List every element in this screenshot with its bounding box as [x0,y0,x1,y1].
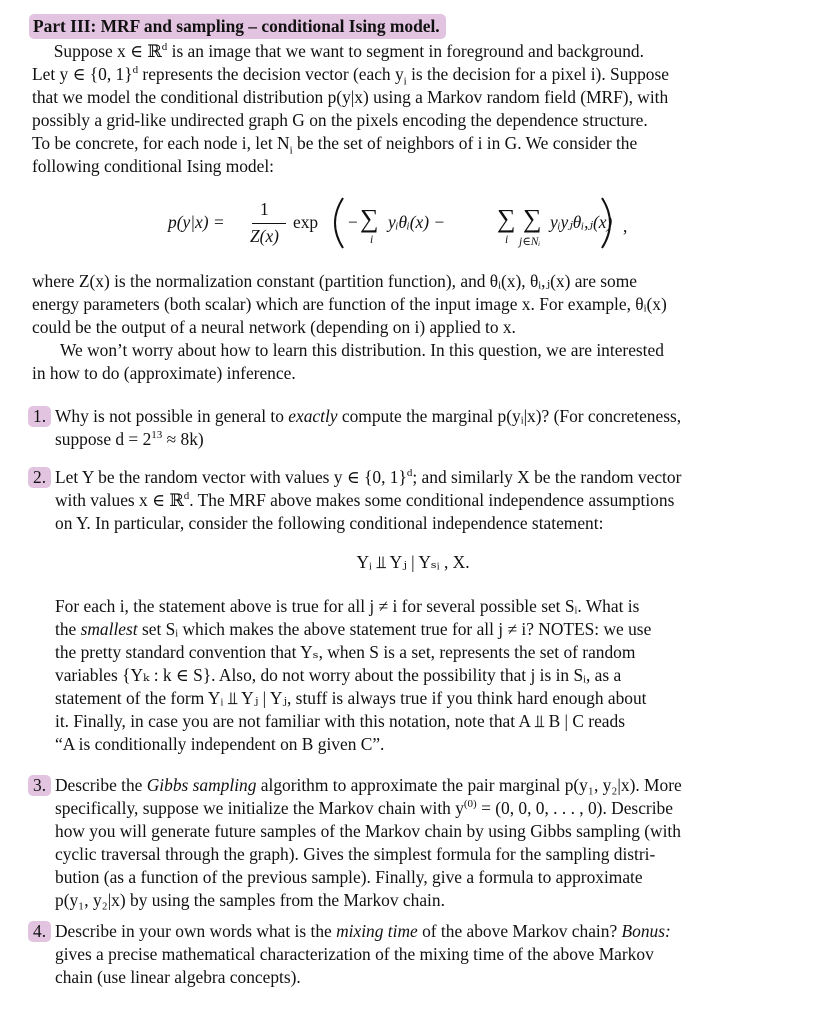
question-3-number: 3. [28,775,51,796]
sum-icon-2: ∑ [497,204,516,233]
after-eq-line-5: in how to do (approximate) inference. [32,363,296,383]
left-paren-icon [325,196,347,250]
question-2-para-line-3: the pretty standard convention that Yₛ, when S is a set, represents the set of random [55,642,636,662]
question-3-line-4: cyclic traversal through the graph). Gives the simplest formula for the sampling distri- [55,844,656,864]
question-2-para-line-6: it. Finally, in case you are not familiar with this notation, note that A ⫫ B | C reads [55,711,625,731]
ising-equation [168,190,638,260]
after-eq-line-3: could be the output of a neural network (depending on i) applied to x. [32,317,516,337]
sum-index-i-2: i [505,234,509,246]
question-2-number: 2. [28,467,51,488]
right-paren-icon [598,196,620,250]
question-2-line-1: Let Y be the random vector with values y ∈ {0, 1}$^d$; and similarly X be the random vector [55,467,682,487]
intro-line-6: following conditional Ising model: [32,156,274,176]
question-3-line-1: Describe the Gibbs sampling algorithm to approximate the pair marginal p(y₁, y₂|x). More [55,775,682,795]
question-4-line-2: gives a precise mathematical characterization of the mixing time of the above Markov [55,944,654,964]
question-4-number: 4. [28,921,51,942]
equation-minus: − [348,212,358,232]
question-1-line-1: Why is not possible in general to exactly compute the marginal p(yᵢ|x)? (For concreteness, [55,406,682,426]
sum-index-j: j∈Nᵢ [519,236,541,248]
question-3-line-3: how you will generate future samples of the Markov chain by using Gibbs sampling (with [55,821,681,841]
question-1-line-2: suppose $d = 2^{13} \approx 8k$) [55,429,204,449]
question-4-line-1: Describe in your own words what is the mixing time of the above Markov chain? Bonus: [55,921,671,941]
question-2-para-line-1: For each i, the statement above is true for all j ≠ i for several possible set Sᵢ. What is [55,596,640,616]
sum-index-i: i [370,234,374,246]
question-2-para-line-5: statement of the form Yᵢ ⫫ Yⱼ | Yⱼ, stuff is always true if you think hard enough about [55,688,647,708]
question-3-line-5: bution (as a function of the previous sample). Finally, give a formula to approximate [55,867,643,887]
equation-term-2: yᵢyⱼθᵢ,ⱼ(x) [550,212,613,232]
sum-icon-1: ∑ [360,204,379,233]
after-eq-line-4: We won’t worry about how to learn this distribution. In this question, we are interested [60,340,664,360]
question-3-line-2: specifically, suppose we initialize the Markov chain with $y^{(0)} = (0$, 0, 0, . . . , 0). Describe [55,798,673,818]
exp-label: exp [293,212,319,232]
intro-line-3: that we model the conditional distribution p(y|x) using a Markov random field (MRF), with [32,87,669,107]
question-2-line-3: on Y. In particular, consider the following conditional independence statement: [55,513,604,533]
equation-denominator: Z(x) [250,226,279,246]
equation-comma: , [623,216,628,236]
question-4-line-3: chain (use linear algebra concepts). [55,967,301,987]
intro-line-1: Suppose x ∈ ℝ$^d$ is an image that we want to segment in foreground and background. [53,41,644,61]
intro-line-5: To be concrete, for each node i, let $N_i$ be the set of neighbors of i in G. We consider the [32,133,638,157]
fraction-bar [252,223,286,224]
question-2-line-2: with values x ∈ ℝ$^d$. The MRF above makes some conditional independence assumptions [55,490,675,510]
sum-icon-3: ∑ [523,204,542,233]
question-1-number: 1. [28,406,51,427]
equation-term-1: yᵢθᵢ(x) − [388,212,446,232]
question-3-line-6: p(y₁, y₂|x) by using the samples from the Markov chain. [55,890,445,910]
equation-lhs: p(y|x) = [168,212,225,232]
question-2-para-line-2: the smallest set Sᵢ which makes the above statement true for all j ≠ i? NOTES: we use [55,619,652,639]
section-heading: Part III: MRF and sampling – conditional Ising model. [29,14,446,39]
independence-statement: Yᵢ ⫫ Yⱼ | Yₛᵢ , X. [356,552,470,572]
intro-line-4: possibly a grid-like undirected graph G on the pixels encoding the dependence structure. [32,110,648,130]
after-eq-line-1: where Z(x) is the normalization constant (partition function), and θᵢ(x), θᵢ,ⱼ(x) are some [32,271,637,291]
after-eq-line-2: energy parameters (both scalar) which are function of the input image x. For example, θᵢ(x) [32,294,667,314]
question-2-para-line-7: “A is conditionally independent on B given C”. [55,734,385,754]
intro-line-2: Let y ∈ {0, 1}$^d$ represents the decision vector (each $y_i$ is the decision for a pixel i). Suppose [32,64,669,88]
question-2-para-line-4: variables {Yₖ : k ∈ S}. Also, do not worry about the possibility that j is in Sᵢ, as a [55,665,622,685]
equation-numerator: 1 [260,199,269,219]
